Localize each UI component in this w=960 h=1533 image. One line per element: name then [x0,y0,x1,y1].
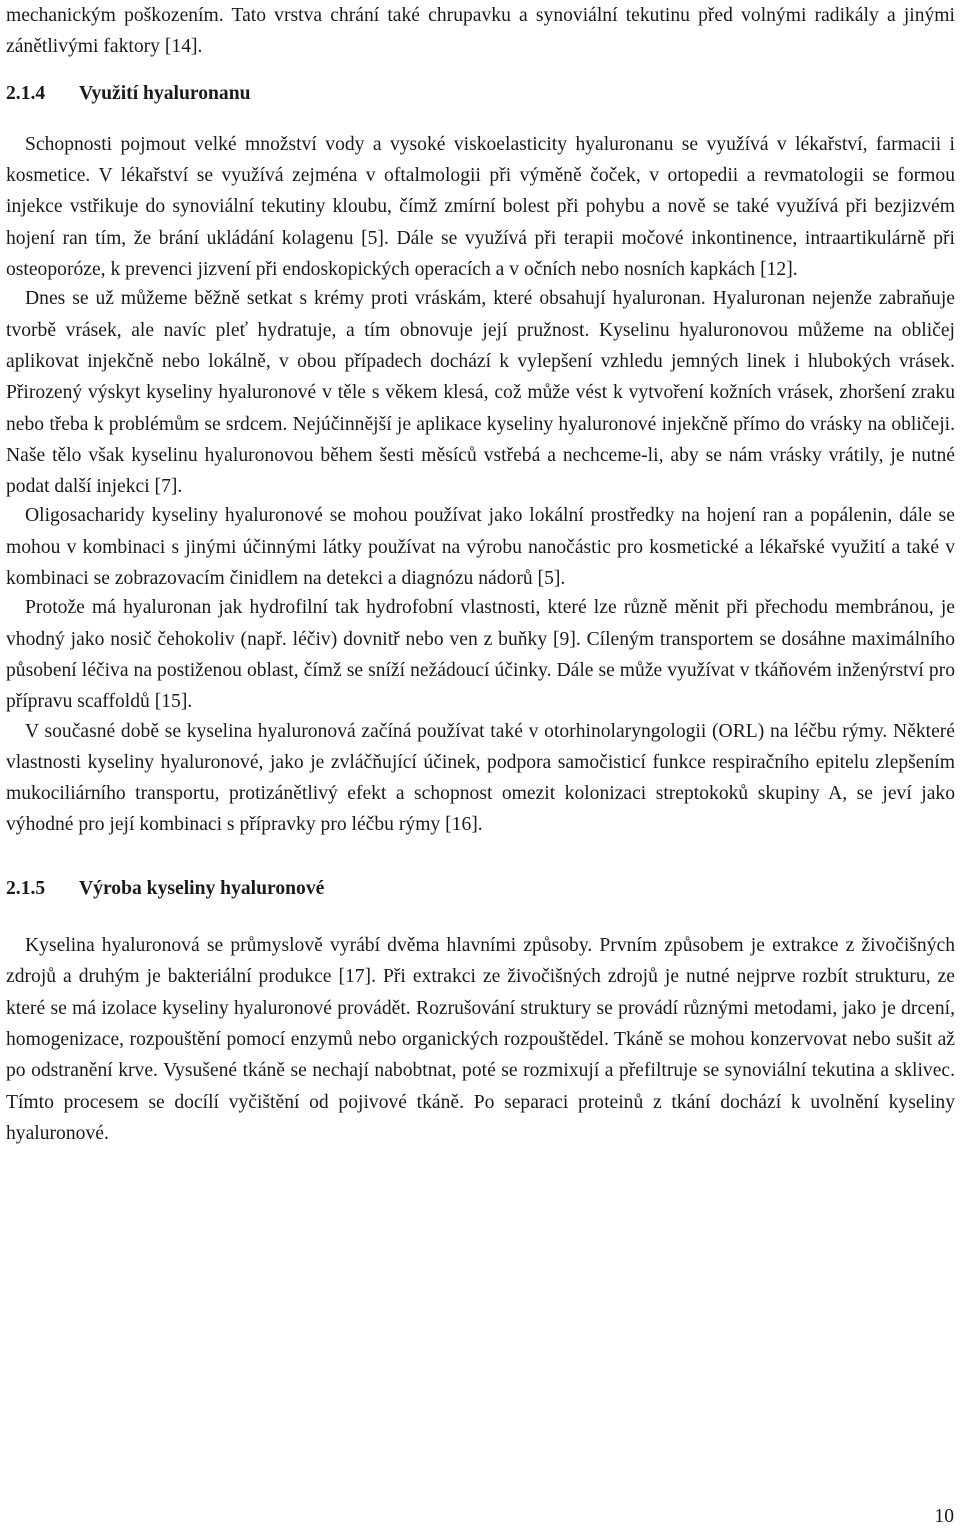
section-number: 2.1.5 [6,877,46,899]
section-heading-2-1-4 [6,78,955,109]
paragraph: Schopnosti pojmout velké množství vody a vysoké viskoelasticity hyaluronanu se využívá v lékařství, farmacii i kosmetice. V lékařství se využívá zejména v oftalmologii při výměně čoček, v ortopedii a revmatologii se formou injekce vstřikuje do synoviální tekutiny kloubu, čímž zmírní bolest při pohybu a nově se také využívá při bezjizvém hojení ran tím, že brání ukládání kolagenu [5]. Dále se využívá při terapii močové inkontinence, intraartikulárně při osteoporóze, k prevenci jizvení při endoskopických operacích a v očních nebo nosních kapkách [12]. [6,133,955,281]
page-number: 10 [934,1506,954,1527]
paragraph: Protože má hyaluronan jak hydrofilní tak hydrofobní vlastnosti, které lze různě měnit při přechodu membránou, je vhodný jako nosič čehokoliv (např. léčiv) dovnitř nebo ven z buňky [9]. Cíleným transportem se dosáhne maximálního působení léčiva na postiženou oblast, čímž se sníží nežádoucí účinky. Dále se může využívat v tkáňovém inženýrství pro přípravu scaffoldů [15]. [6,597,955,713]
document-page [6,0,955,1149]
paragraph: Dnes se už můžeme běžně setkat s krémy proti vráskám, které obsahují hyaluronan. Hyaluronan nejenže zabraňuje tvorbě vrásek, ale navíc pleť hydratuje, a tím obnovuje její pružnost. Kyselinu hyaluronovou můžeme na obličej aplikovat injekčně nebo lokálně, v obou případech dochází k vylepšení vzhledu jemných linek i hlubokých vrásek. Přirozený výskyt kyseliny hyaluronové v těle s věkem klesá, což může vést k vytvoření kožních vrásek, zhoršení zraku nebo třeba k problémům se srdcem. Nejúčinnější je aplikace kyseliny hyaluronové injekčně přímo do vrásky na obličeji. Naše tělo však kyselinu hyaluronovou během šesti měsíců vstřebá a nechceme-li, aby se nám vrásky vrátily, je nutné podat další injekci [7]. [6,288,955,498]
section-title: Využití hyaluronanu [79,82,251,104]
section-title: Výroba kyseliny hyaluronové [79,877,325,899]
section-heading-2-1-5 [6,873,955,904]
continued-paragraph: mechanickým poškozením. Tato vrstva chrání také chrupavku a synoviální tekutinu před volnými radikály a jinými zánětlivými faktory [14]. [6,5,955,58]
paragraph: V současné době se kyselina hyaluronová začíná používat také v otorhinolaryngologii (ORL) na léčbu rýmy. Některé vlastnosti kyseliny hyaluronové, jako je zvláčňující účinek, podpora samočisticí funkce respiračního epitelu zlepšením mukociliárního transportu, protizánětlivý efekt a schopnost omezit kolonizaci streptokoků skupiny A, se jeví jako výhodné pro její kombinaci s přípravky pro léčbu rýmy [16]. [6,720,955,836]
section-number: 2.1.4 [6,82,46,104]
paragraph: Oligosacharidy kyseliny hyaluronové se mohou používat jako lokální prostředky na hojení ran a popálenin, dále se mohou v kombinaci s jinými účinnými látky používat na výrobu nanočástic pro kosmetické a lékařské využití a také v kombinaci se zobrazovacím činidlem na detekci a diagnózu nádorů [5]. [6,505,955,590]
paragraph: Kyselina hyaluronová se průmyslově vyrábí dvěma hlavními způsoby. Prvním způsobem je extrakce z živočišných zdrojů a druhým je bakteriální produkce [17]. Při extrakci ze živočišných zdrojů je nutné nejprve rozbít strukturu, ze které se má izolace kyseliny hyaluronové provádět. Rozrušování struktury se provádí různými metodami, jako je drcení, homogenizace, rozpouštění pomocí enzymů nebo organických rozpouštědel. Tkáně se mohou konzervovat nebo sušit až po odstranění krve. Vysušené tkáně se nechají nabobtnat, poté se rozmixují a přefiltruje se synoviální tekutina a sklivec. Tímto procesem se docílí vyčištění od pojivové tkáně. Po separaci proteinů z tkání dochází k uvolnění kyseliny hyaluronové. [6,935,955,1144]
